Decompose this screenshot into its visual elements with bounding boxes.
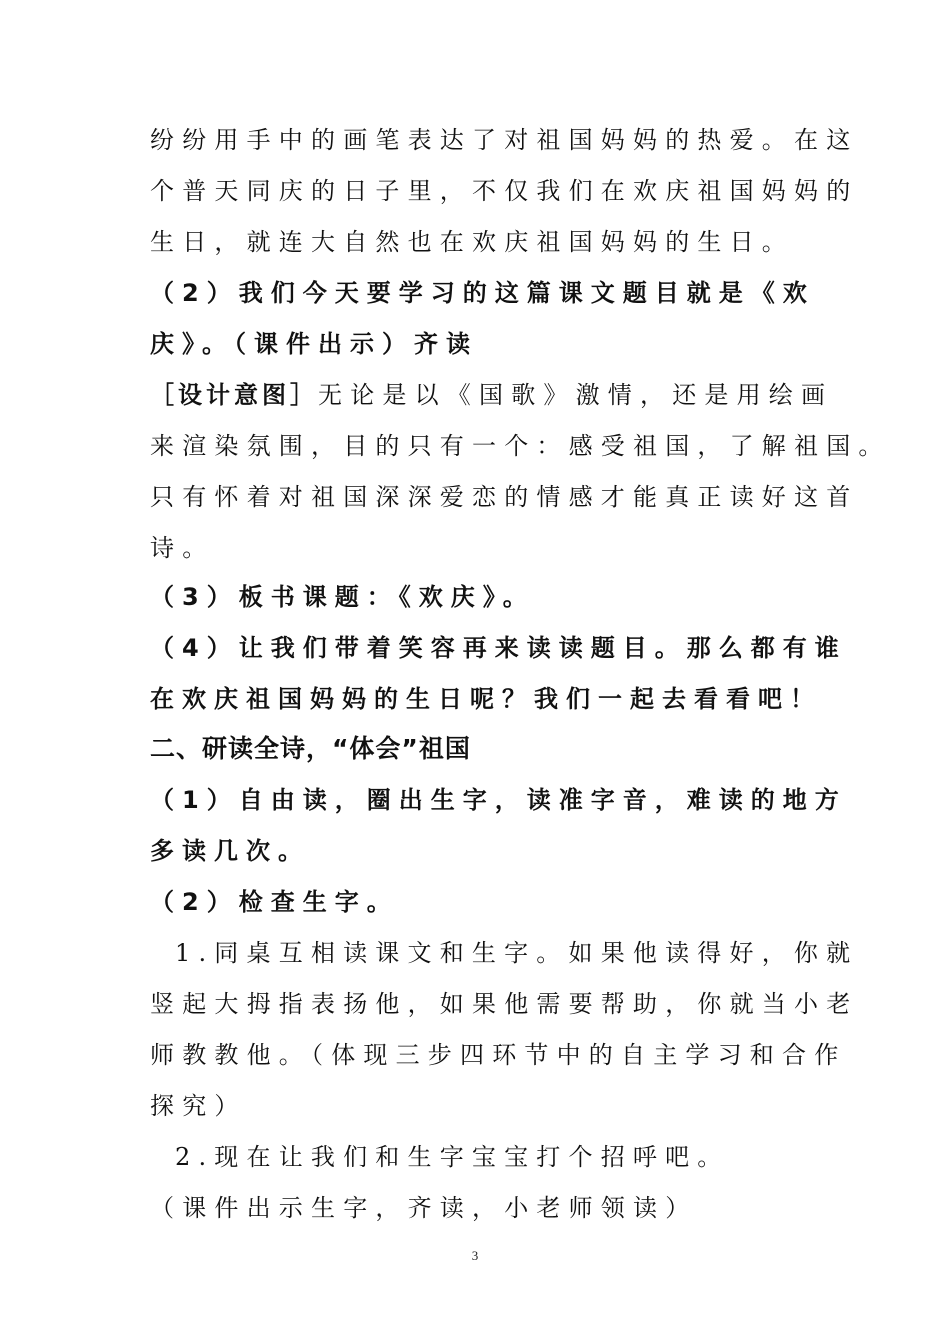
body-text-line: 探究） [150, 1092, 247, 1120]
body-text-line: 纷纷用手中的画笔表达了对祖国妈妈的热爱。在这 [150, 126, 859, 154]
list-item-line: 1.同桌互相读课文和生字。如果他读得好，你就 [175, 939, 859, 967]
body-text-line: 竖起大拇指表扬他，如果他需要帮助，你就当小老 [150, 990, 859, 1018]
body-text-line: 生日，就连大自然也在欢庆祖国妈妈的生日。 [150, 228, 794, 256]
body-text-line: 只有怀着对祖国深深爱恋的情感才能真正读好这首 [150, 483, 859, 511]
bold-step-line: 庆》。（课件出示）齐读 [150, 330, 478, 358]
design-intent-text: 无论是以《国歌》激情，还是用绘画 [318, 381, 834, 409]
section-heading: 二、研读全诗，“体会”祖国 [150, 734, 471, 763]
body-text-line: 师教教他。（体现三步四环节中的自主学习和合作 [150, 1041, 847, 1069]
design-intent-label: ［设计意图］ [150, 381, 318, 409]
body-text-line: 个普天同庆的日子里，不仅我们在欢庆祖国妈妈的 [150, 177, 859, 205]
body-text-line: （课件出示生字，齐读，小老师领读） [150, 1194, 698, 1222]
bold-step-line: （2）检查生字。 [150, 888, 399, 916]
body-text-line: 来渲染氛围，目的只有一个：感受祖国，了解祖国。 [150, 432, 891, 460]
bold-step-line: （1）自由读，圈出生字，读准字音，难读的地方 [150, 786, 847, 814]
bold-step-line: （2）我们今天要学习的这篇课文题目就是《欢 [150, 279, 815, 307]
design-intent-line [150, 378, 833, 412]
bold-step-line: 多读几次。 [150, 837, 310, 865]
body-text-line: 诗。 [150, 534, 215, 562]
bold-step-line: 在欢庆祖国妈妈的生日呢？我们一起去看看吧！ [150, 685, 822, 713]
list-item-line: 2.现在让我们和生字宝宝打个招呼吧。 [175, 1143, 730, 1171]
page-number: 3 [471, 1248, 479, 1263]
bold-step-line: （3）板书课题：《欢庆》。 [150, 583, 535, 611]
bold-step-line: （4）让我们带着笑容再来读读题目。那么都有谁 [150, 634, 847, 662]
